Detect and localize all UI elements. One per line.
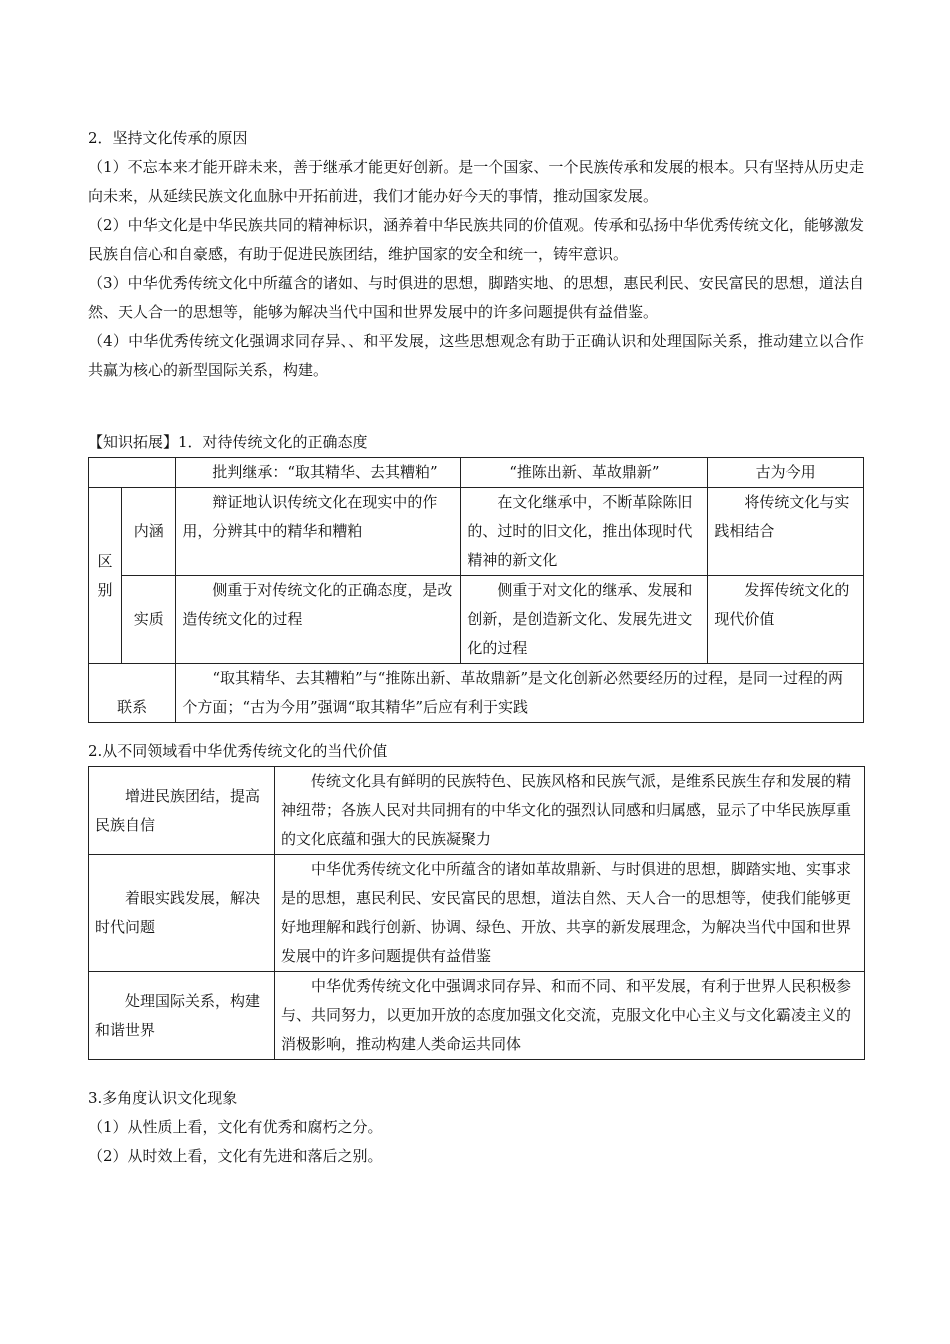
table-cell: 传统文化具有鲜明的民族特色、民族风格和民族气派，是维系民族生存和发展的精神纽带；各族人民对共同拥有的中华文化的强烈认同感和归属感，显示了中华民族厚重的文化底蕴和强大的民族凝聚力 (275, 767, 865, 855)
paragraph: （1）不忘本来才能开辟未来，善于继承才能更好创新。是一个国家、一个民族传承和发展的根本。只有坚持从历史走向未来，从延续民族文化血脉中开拓前进，我们才能办好今天的事情，推动国家发展。 (88, 158, 864, 205)
table-row (89, 855, 865, 972)
row-label: 处理国际关系，构建和谐世界 (89, 972, 275, 1060)
table-cell: 侧重于对传统文化的正确态度，是改造传统文化的过程 (176, 576, 461, 664)
paragraph: （4）中华优秀传统文化强调求同存异、、和平发展，这些思想观念有助于正确认识和处理国际关系，推动建立以合作共赢为核心的新型国际关系，构建。 (88, 332, 864, 379)
document-page (88, 124, 864, 1171)
table-cell: 辩证地认识传统文化在现实中的作用，分辨其中的精华和糟粕 (176, 488, 461, 576)
table-cell: 在文化继承中，不断革除陈旧的、过时的旧文化，推出体现时代精神的新文化 (461, 488, 708, 576)
section-heading: 3.多角度认识文化现象 (88, 1089, 238, 1107)
row-label: 内涵 (122, 488, 176, 576)
table-header-cell: 古为今用 (708, 458, 864, 488)
attitude-table (88, 457, 864, 723)
value-table (88, 766, 865, 1060)
paragraph: （2）中华文化是中华民族共同的精神标识，涵养着中华民族共同的价值观。传承和弘扬中华优秀传统文化，能够激发民族自信心和自豪感，有助于促进民族团结，维护国家的安全和统一，铸牢意识。 (88, 216, 864, 263)
table-row (89, 458, 864, 488)
row-group-label: 区别 (89, 488, 122, 664)
section-heading: 2．坚持文化传承的原因 (88, 129, 248, 147)
row-label: 着眼实践发展，解决时代问题 (89, 855, 275, 972)
table-row (89, 664, 864, 723)
table-cell: 将传统文化与实践相结合 (708, 488, 864, 576)
table-header-cell: “推陈出新、革故鼎新” (461, 458, 708, 488)
table-cell: 侧重于对文化的继承、发展和创新，是创造新文化、发展先进文化的过程 (461, 576, 708, 664)
row-label: 实质 (122, 576, 176, 664)
paragraph: （3）中华优秀传统文化中所蕴含的诸如、与时俱进的思想，脚踏实地、的思想，惠民利民、安民富民的思想，道法自然、天人合一的思想等，能够为解决当代中国和世界发展中的许多问题提供有益借鉴。 (88, 274, 864, 321)
table-header-cell: 批判继承：“取其精华、去其糟粕” (176, 458, 461, 488)
row-label: 增进民族团结，提高民族自信 (89, 767, 275, 855)
table-cell-empty (89, 458, 176, 488)
paragraph: （1）从性质上看，文化有优秀和腐朽之分。 (88, 1118, 383, 1136)
table-row (89, 972, 865, 1060)
extension-heading: 【知识拓展】1．对待传统文化的正确态度 (88, 433, 368, 451)
table-row (89, 767, 865, 855)
table-cell: 中华优秀传统文化中所蕴含的诸如革故鼎新、与时俱进的思想，脚踏实地、实事求是的思想，惠民利民、安民富民的思想，道法自然、天人合一的思想等，使我们能够更好地理解和践行创新、协调、绿色、开放、共享的新发展理念，为解决当代中国和世界发展中的许多问题提供有益借鉴 (275, 855, 865, 972)
table-cell: “取其精华、去其糟粕”与“推陈出新、革故鼎新”是文化创新必然要经历的过程，是同一过程的两个方面；“古为今用”强调“取其精华”后应有利于实践 (176, 664, 864, 723)
table-cell: 发挥传统文化的现代价值 (708, 576, 864, 664)
table-cell: 中华优秀传统文化中强调求同存异、和而不同、和平发展，有利于世界人民积极参与、共同努力，以更加开放的态度加强文化交流，克服文化中心主义与文化霸凌主义的消极影响，推动构建人类命运共同体 (275, 972, 865, 1060)
section-heading: 2.从不同领域看中华优秀传统文化的当代价值 (88, 742, 388, 760)
table-row (89, 576, 864, 664)
table-row (89, 488, 864, 576)
paragraph: （2）从时效上看，文化有先进和落后之别。 (88, 1147, 383, 1165)
row-label: 联系 (89, 664, 176, 723)
